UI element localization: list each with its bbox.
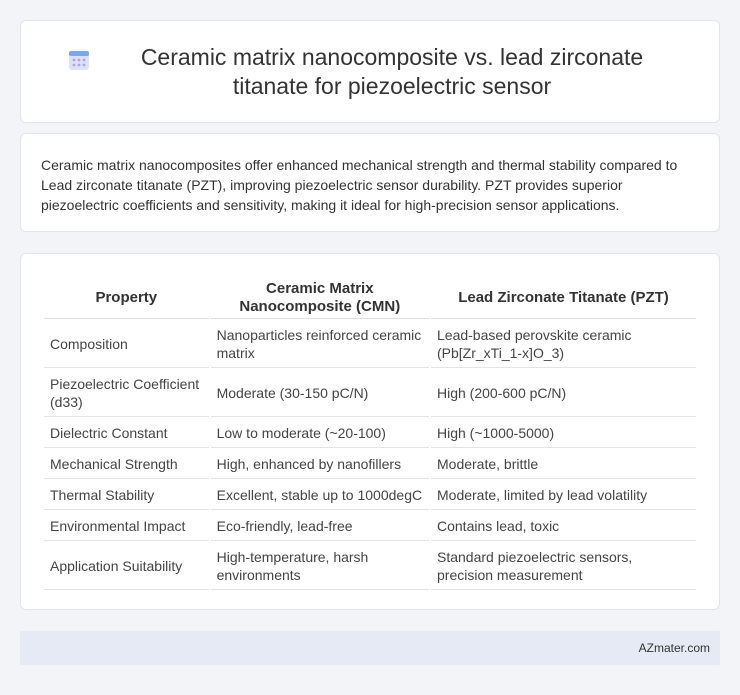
intro-text: Ceramic matrix nanocomposites offer enhanced mechanical strength and thermal stability compared to Lead zirconate titanate (PZT), improving piezoelectric sensor durability. PZT provides superior piezoelectric coefficients and sensitivity, making it ideal for high-precision sensor applications. (41, 157, 678, 213)
cell-pzt: High (~1000-5000) (431, 419, 696, 448)
comparison-table (42, 276, 698, 592)
cell-cmn: Moderate (30-150 pC/N) (211, 370, 429, 417)
table-row (44, 321, 696, 368)
table-row (44, 481, 696, 510)
cell-cmn: Eco-friendly, lead-free (211, 512, 429, 541)
cell-property: Mechanical Strength (44, 450, 209, 479)
footer-site-link[interactable]: AZmater.com (638, 641, 710, 655)
comparison-table-card (20, 253, 720, 610)
table-row (44, 450, 696, 479)
title-wrap (68, 43, 672, 101)
table-row (44, 512, 696, 541)
cell-cmn: High-temperature, harsh environments (211, 543, 429, 590)
intro-card (20, 133, 720, 232)
cell-pzt: Standard piezoelectric sensors, precision measurement (431, 543, 696, 590)
cell-pzt: Moderate, limited by lead volatility (431, 481, 696, 510)
cell-cmn: Low to moderate (~20-100) (211, 419, 429, 448)
cell-pzt: Contains lead, toxic (431, 512, 696, 541)
table-row (44, 370, 696, 417)
cell-property: Piezoelectric Coefficient (d33) (44, 370, 209, 417)
cell-pzt: High (200-600 pC/N) (431, 370, 696, 417)
header-cmn: Ceramic Matrix Nanocomposite (CMN) (211, 278, 429, 319)
cell-property: Dielectric Constant (44, 419, 209, 448)
table-row (44, 419, 696, 448)
cell-pzt: Lead-based perovskite ceramic (Pb[Zr_xTi_1-x]O_3) (431, 321, 696, 368)
footer-bar (20, 631, 720, 665)
cell-property: Application Suitability (44, 543, 209, 590)
cell-property: Environmental Impact (44, 512, 209, 541)
cell-cmn: High, enhanced by nanofillers (211, 450, 429, 479)
cell-cmn: Excellent, stable up to 1000degC (211, 481, 429, 510)
title-card (20, 20, 720, 123)
header-property: Property (44, 278, 209, 319)
page-title: Ceramic matrix nanocomposite vs. lead zirconate titanate for piezoelectric sensor (140, 43, 644, 99)
calendar-icon (68, 49, 90, 71)
header-pzt: Lead Zirconate Titanate (PZT) (431, 278, 696, 319)
table-row (44, 543, 696, 590)
cell-property: Composition (44, 321, 209, 368)
cell-property: Thermal Stability (44, 481, 209, 510)
table-header-row (44, 278, 696, 319)
cell-cmn: Nanoparticles reinforced ceramic matrix (211, 321, 429, 368)
cell-pzt: Moderate, brittle (431, 450, 696, 479)
